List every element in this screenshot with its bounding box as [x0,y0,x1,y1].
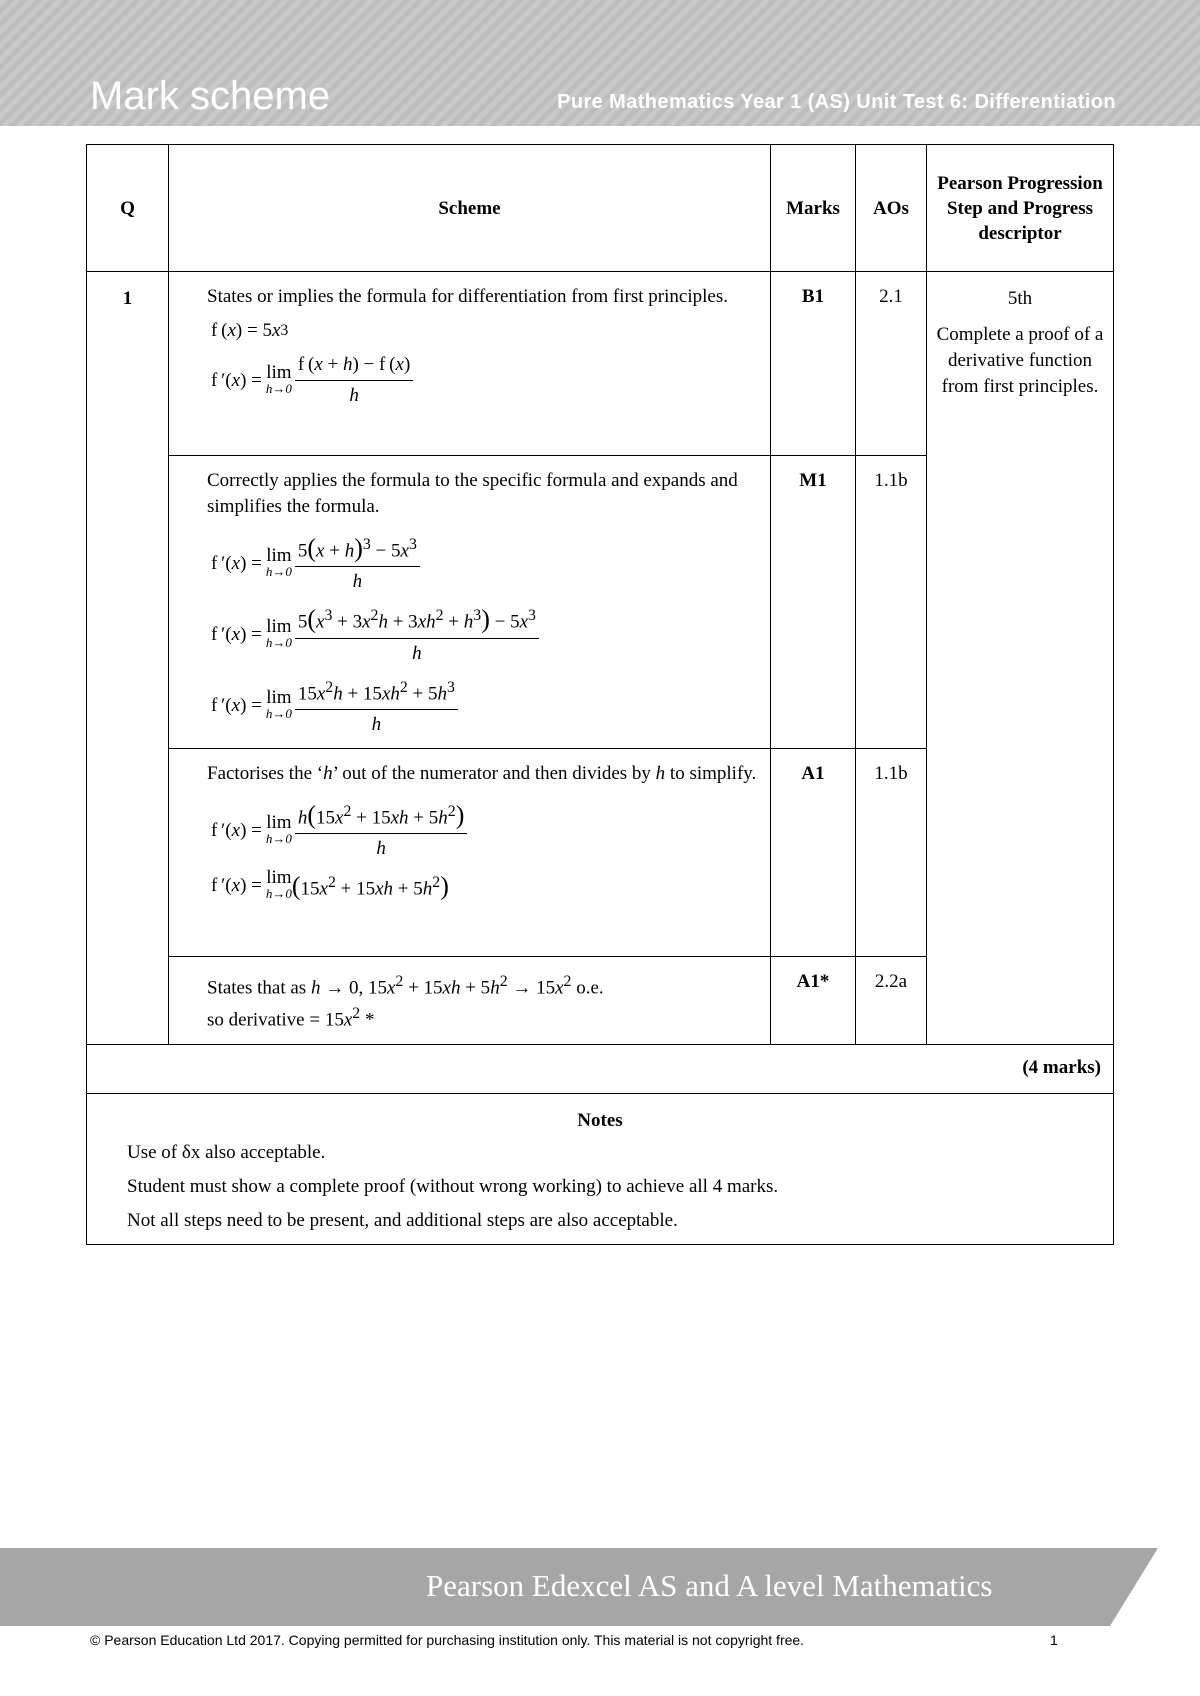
page-header [0,0,1200,126]
total-marks: (4 marks) [87,1044,1114,1093]
total-marks-row [87,1044,1114,1093]
scheme-text: States or implies the formula for differentiation from first principles. [207,286,728,307]
notes-title: Notes [577,1109,623,1131]
ao-code: 2.1 [856,272,927,456]
ao-code: 1.1b [856,456,927,749]
note-item: Not all steps need to be present, and additional steps are also acceptable. [127,1209,678,1231]
note-item: Student must show a complete proof (without wrong working) to achieve all 4 marks. [127,1175,779,1197]
footer-banner-text: Pearson Edexcel AS and A level Mathematics [426,1568,993,1603]
scheme-cell [169,956,771,1044]
scheme-text: States that as h → 0, $15x^2 + 15xh + 5h^2 \to 15x^2$ o.e. so derivative = $15x^2$ * [207,972,604,1031]
notes-row [87,1093,1114,1244]
notes-cell [87,1093,1114,1244]
scheme-text: Correctly applies the formula to the specific formula and expands and simplifies the formula. [207,470,738,517]
equation: f ′( x ) = lim h→0 $(15x^2 + 15xh + 5h^2)$ [211,867,449,902]
progression-step: 5th [1007,288,1033,309]
progression-descriptor [927,272,1114,1045]
scheme-cell [169,456,771,749]
header-pps: Pearson Progression Step and Progress descriptor [927,145,1114,272]
table-row [87,272,1114,456]
header-q: Q [87,145,169,272]
equation: f ′( x ) = lim h→0 $\frac{f (x + h) - f (x)}{h}$ [211,352,758,409]
progress-descriptor-text: Complete a proof of a derivative function from first principles. [936,324,1104,397]
mark-code: B1 [771,272,856,456]
table-header-row [87,145,1114,272]
note-item: Use of δx also acceptable. [127,1141,326,1163]
equation: f ′( x ) = lim h→0 $\frac{15x^2h + 15xh^2 + 5h^3}{h}$ [211,675,758,738]
ao-code: 2.2a [856,956,927,1044]
question-number: 1 [87,272,169,1045]
equation: f ′( x ) = lim h→0 $\frac{5(x + h)^3 - 5x^3}{h}$ [211,532,758,595]
scheme-text: Factorises the ‘h’ out of the numerator and then divides by h to simplify. [207,762,757,784]
header-aos: AOs [856,145,927,272]
page-title: Mark scheme [90,74,331,118]
equation: f ′( x ) = lim h→0 $\frac{h(15x^2 + 15xh + 5h^2)}{h}$ [211,799,758,862]
mark-code: A1* [771,956,856,1044]
unit-subtitle: Pure Mathematics Year 1 (AS) Unit Test 6: Differentiation [557,91,1116,113]
equation: f ′( x ) = lim h→0 $\frac{5(x^3 + 3x^2h + 3xh^2 + h^3) - 5x^3}{h}$ [211,603,758,666]
copyright-notice: © Pearson Education Ltd 2017. Copying permitted for purchasing institution only. This material is not copyright free. [90,1632,805,1648]
mark-scheme-table [86,144,1114,1245]
scheme-cell [169,748,771,956]
ao-code: 1.1b [856,748,927,956]
mark-code: M1 [771,456,856,749]
scheme-cell [169,272,771,456]
page-number: 1 [1050,1632,1058,1648]
header-marks: Marks [771,145,856,272]
mark-code: A1 [771,748,856,956]
header-scheme: Scheme [169,145,771,272]
equation: f ( x ) = 5 x 3 [211,320,289,341]
